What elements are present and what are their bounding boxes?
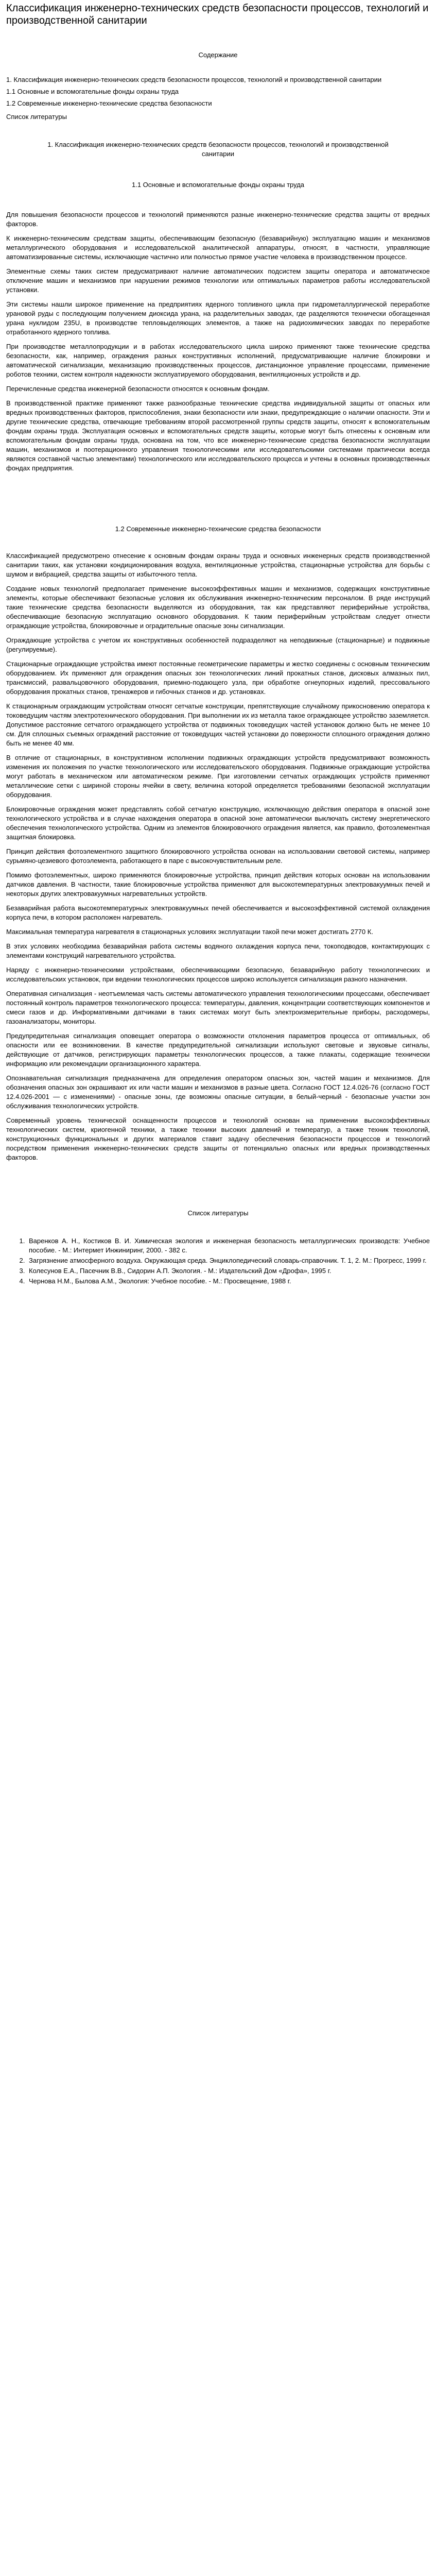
paragraph: Предупредительная сигнализация оповещает оператора о возможности отклонения параметров процесса от оптимальных, об опасности или ее возникновении. В качестве предупредительной сигнализации используют световые и звуковые сигналы, действующие от датчиков, регистрирующих параметры технологических процессов, а также плакаты, содержащие технически информацию или рекомендации организационного характера. xyxy=(6,1032,430,1067)
toc-item[interactable]: 1.2 Современные инженерно-технические средства безопасности xyxy=(6,99,212,107)
subsection-1-2-title: 1.2 Современные инженерно-технические средства безопасности xyxy=(115,525,321,533)
subsection-1-2-body xyxy=(6,551,430,1162)
paragraph: Блокировочные ограждения может представлять собой сетчатую конструкцию, исключающую действия оператора в опасной зоне технологического устройства и в случае нахождения оператора в опасной зоне автоматически выключать систему энергетического обеспечения технологического устройства. Одним из элементов блокировочного ограждения является, как правило, фотоэлементная защитная блокировка. xyxy=(6,805,430,841)
subsection-1-1-title: 1.1 Основные и вспомогательные фонды охраны труда xyxy=(131,181,305,189)
paragraph: Классификацией предусмотрено отнесение к основным фондам охраны труда и основных инженерных средств производственной санитарии таких, как установки кондиционирования воздуха, вентиляционные устройства, стационарные устройства для борьбы с шумом и вибрацией, средства защиты от избыточного тепла. xyxy=(6,552,430,578)
bibliography-item: 1. Варенков А. Н., Костиков В. И. Химическая экология и инженерная безопасность металлургических производств: Учебное пособие. - М.: Интермет Инжиниринг, 2000. - 382 с. xyxy=(27,1236,430,1255)
document-title: Классификация инженерно-технических средств безопасности процессов, технологий и производственной санитарии xyxy=(6,3,429,26)
paragraph: К инженерно-техническим средствам защиты, обеспечивающим безопасную (безаварийную) эксплуатацию машин и механизмов металлургического оборудования и исследовательской аналитической аппаратуры, относят, в частности, управляющие автоматизированные системы, исключающие частично или полностью прямое участие человека в производственном процессе. xyxy=(6,234,430,261)
bibliography-item: 4. Чернова Н.М., Былова А.М., Экология: Учебное пособие. - М.: Просвещение, 1988 г. xyxy=(27,1277,430,1286)
paragraph: Эти системы нашли широкое применение на предприятиях ядерного топливного цикла при гидрометаллургической переработке урановой руды с последующим получением диоксида урана, на разделительных заводах, где разделяются технически обогащенная урана нуклидом 235U, в производстве тепловыделяющих элементов, а также на радиохимических заводах по переработке отработанного ядерного топлива. xyxy=(6,300,430,336)
paragraph: Для повышения безопасности процессов и технологий применяются разные инженерно-технические средства защиты от вредных факторов. xyxy=(6,211,430,228)
paragraph: Создание новых технологий предполагает применение высокоэффективных машин и механизмов, содержащих конструктивные элементы, которые обеспечивают безопасные условия их обслуживания инженерно-техническим персоналом. В ряде инструкций такие технические средства безопасности выделяются из оборудования, так как представляют периферийные устройства, обеспечивающие безопасную эксплуатацию основного оборудования. К таким периферийным устройствам следует отнести ограждающие устройства, блокировочные и оградительные опасные зоны сигнализации. xyxy=(6,585,430,630)
subsection-1-1-body xyxy=(6,210,430,473)
paragraph: Максимальная температура нагревателя в стационарных условиях эксплуатации такой печи может достигать 2770 К. xyxy=(6,928,373,936)
paragraph: В производственной практике применяют также разнообразные технические средства индивидуальной защиты от опасных или вредных производственных факторов, приспособления, знаки безопасности или знаки, предупреждающие о наличии опасности. Эти и другие технические средства, отвечающие требованиям второй рассмотренной группы средств защиты, относят к вспомогательным фондам охраны труда. Эксплуатация основных и вспомогательных средств защиты, которые могут быть отнесены к основным или вспомогательным фондам охраны труда, основана на том, что все инженерно-технические средства безопасности эксплуатации машин, механизмов и поотерационного управления технологическими или исследовательскими системами практически всегда являются составной частью элементами) технологического или исследовательского процесса и учтены в основных производственных фондах предприятия. xyxy=(6,399,430,472)
paragraph: Принцип действия фотоэлементного защитного блокировочного устройства основан на использовании световой системы, например сурьмяно-цезиевого фотоэлемента, работающего в паре с высокочувствительным реле. xyxy=(6,848,430,865)
paragraph: Перечисленные средства инженерной безопасности относятся к основным фондам. xyxy=(6,385,270,393)
table-of-contents xyxy=(6,75,430,122)
bibliography-item: 3. Колесунов Е.А., Пасечник В.В., Сидорин А.П. Экология. - М.: Издательский Дом «Дрофа», 1995 г. xyxy=(27,1266,430,1276)
paragraph: Безаварийная работа высокотемпературных электровакуумных печей обеспечивается и высокоэффективной системой охлаждения корпуса печи, в котором расположен нагреватель. xyxy=(6,904,430,921)
section-1-title: 1. Классификация инженерно-технических средств безопасности процессов, технологий и производственной санитарии xyxy=(47,141,389,158)
paragraph: Ограждающие устройства с учетом их конструктивных особенностей подразделяют на неподвижные (стационарные) и подвижные (регулируемые). xyxy=(6,636,430,653)
paragraph: Оперативная сигнализация - неотъемлемая часть системы автоматического управления технологическими процессами, обеспечивает постоянный контроль параметров технологического процесса: температуры, давления, концентрации соответствующих компонентов и смеси газов и др. Информативными датчиками в таких системах могут быть электроизмерительные приборы, расходомеры, газоанализаторы, мониторы. xyxy=(6,990,430,1025)
paragraph: В этих условиях необходима безаварийная работа системы водяного охлаждения корпуса печи, токоподводов, контактирующих с элементами конструкций нагревательного устройства. xyxy=(6,942,430,959)
bibliography-heading: Список литературы xyxy=(187,1209,249,1217)
paragraph: В отличие от стационарных, в конструктивном исполнении подвижных ограждающих устройств предусматривают возможность изменения их положения по участке технологического или исследовательского оборудования. Подвижные ограждающие устройства могут работать в механическом или автоматическом режиме. При изготовлении сетчатых ограждающих устройств применяют металлические сетки с шириной стороны ячейки в свету, величина которой определяется требованиями безопасной эксплуатации оборудования. xyxy=(6,754,430,799)
bibliography-list xyxy=(6,1236,430,1286)
paragraph: Опознавательная сигнализация предназначена для определения оператором опасных зон, частей машин и механизмов. Для обозначения опасных зон окрашивают их или части машин и механизмов в разные цвета. Согласно ГОСТ 12.4.026-76 (согласно ГОСТ 12.4.026-2001 — с изменениями) - опасные зоны, где возможны опасные ситуации, в белый-черный - безопасные участки зон обслуживания технологических устройств. xyxy=(6,1074,430,1110)
paragraph: Элементные схемы таких систем предусматривают наличие автоматических подсистем защиты оператора и автоматическое отключение машин и механизмов при нарушении режимов технологии или оптимальных параметров работы исследовательской установки. xyxy=(6,267,430,294)
paragraph: Наряду с инженерно-техническими устройствами, обеспечивающими безопасную, безаварийную работу технологических и исследовательских установок, при ведении технологических процессов широко используется сигнализация разного назначения. xyxy=(6,966,430,983)
paragraph: Помимо фотоэлементных, широко применяются блокировочные устройства, принцип действия которых основан на использовании датчиков давления. В частности, такие блокировочные устройства применяют для высокотемпературных электровакуумных печей и некоторых других электровакуумных нагревательных устройств. xyxy=(6,871,430,897)
paragraph: Современный уровень технической оснащенности процессов и технологий основан на применении высокоэффективных технологических систем, криогенной техники, а также техники высоких давлений и температур, а также техник технологий, конструкционных функциональных и других материалов ставит задачу обеспечения безопасности процессов и технологий посредством применения инженерно-технических средств защиты от потенциально опасных или вредных производственных факторов. xyxy=(6,1116,430,1161)
paragraph: К стационарным ограждающим устройствам относят сетчатые конструкции, препятствующие случайному прикосновению оператора к токоведущим частям электротехнического оборудования. При выполнении их из металла такое ограждающее устройство заземляется. Допустимое расстояние сетчатого ограждающего устройства от подвижных токоведущих частей установок должно быть не менее 10 см. Для сплошных съемных ограждений расстояние от токоведущих частей установки до поверхности сплошного ограждения должно быть не менее 40 мм. xyxy=(6,702,430,747)
toc-item[interactable]: Список литературы xyxy=(6,113,67,121)
paragraph: При производстве металлопродукции и в работах исследовательского цикла широко применяют также технические средства безопасности, как, например, ограждения разных конструктивных исполнений, предусматривающие наличие блокировки и автоматической сигнализации, механизацию производственных процессов, дистанционное управление процессами, применение роботов техники, систем контроля надежности эксплуатируемого оборудования, вентиляционных устройств и др. xyxy=(6,343,430,378)
toc-item[interactable]: 1.1 Основные и вспомогательные фонды охраны труда xyxy=(6,88,179,95)
bibliography-item: 2. Загрязнение атмосферного воздуха. Окружающая среда. Энциклопедический словарь-справочник. Т. 1, 2. М.: Прогресс, 1999 г. xyxy=(27,1256,430,1265)
paragraph: Стационарные ограждающие устройства имеют постоянные геометрические параметры и жестко соединены с основным техническим оборудованием. Их применяют для ограждения опасных зон технологических линий прокатных станов, дисковых алмазных пил, трансмиссий, развальцовочного оборудования, приемно-подающего узла, при обработке огнеупорных изделий, прессовального оборудования прокатных станов, тренажеров и гибочных станков и др. установках. xyxy=(6,660,430,696)
toc-heading: Содержание xyxy=(198,51,238,59)
toc-item[interactable]: 1. Классификация инженерно-технических средств безопасности процессов, технологий и производственной санитарии xyxy=(6,76,382,83)
